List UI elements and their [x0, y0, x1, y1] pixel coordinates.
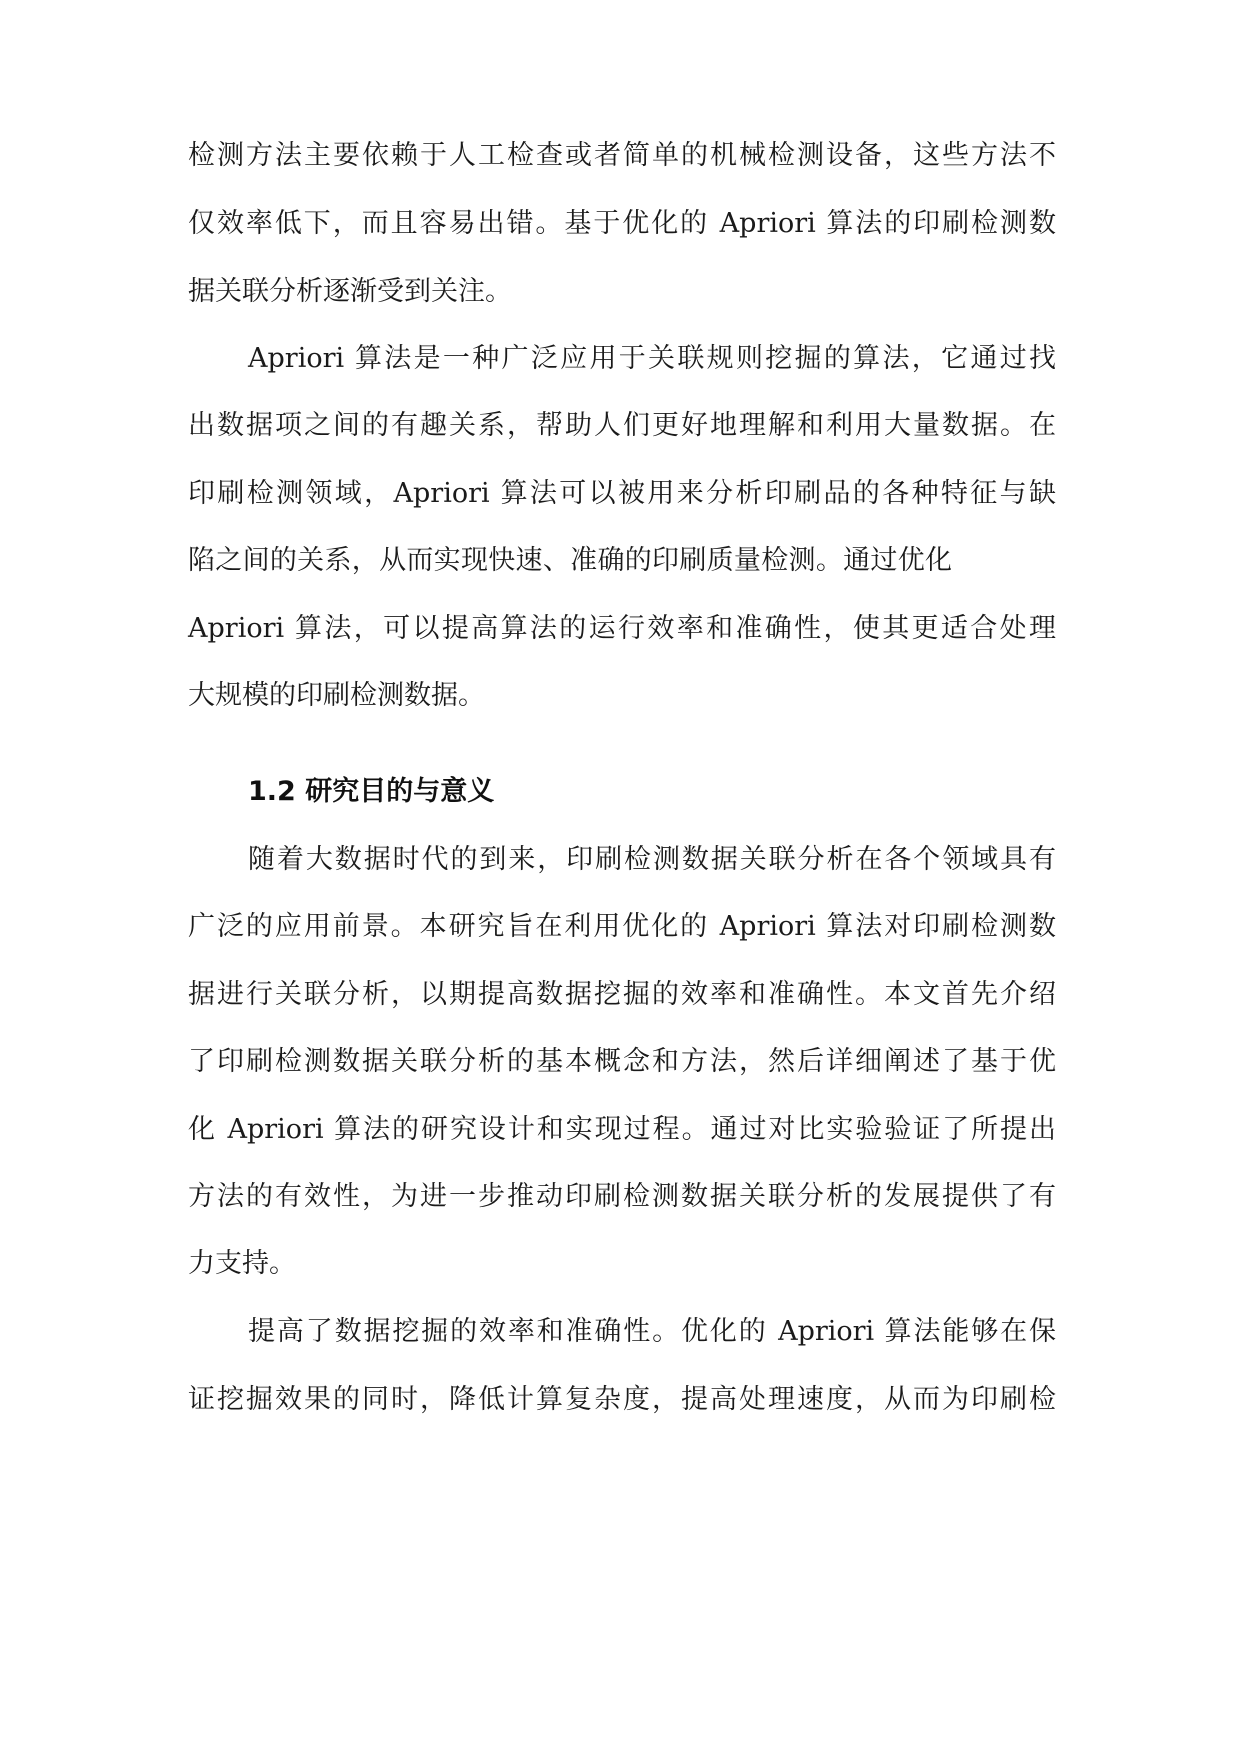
paragraph-3-line-1: 随着大数据时代的到来，印刷检测数据关联分析在各个领域具有 [248, 844, 1056, 875]
paragraph-3-line-5: 化 Apriori 算法的研究设计和实现过程。通过对比实验验证了所提出 [188, 1114, 1056, 1145]
paragraph-3-line-7: 力支持。 [188, 1248, 296, 1279]
paragraph-3-line-2: 广泛的应用前景。本研究旨在利用优化的 Apriori 算法对印刷检测数 [188, 911, 1056, 942]
paragraph-3-line-4: 了印刷检测数据关联分析的基本概念和方法，然后详细阐述了基于优 [188, 1046, 1056, 1077]
paragraph-1-line-3: 据关联分析逐渐受到关注。 [188, 276, 512, 307]
paragraph-2-line-4: 陷之间的关系，从而实现快速、准确的印刷质量检测。通过优化 [188, 545, 952, 576]
paragraph-4-line-1: 提高了数据挖掘的效率和准确性。优化的 Apriori 算法能够在保 [248, 1316, 1056, 1347]
paragraph-3-line-6: 方法的有效性，为进一步推动印刷检测数据关联分析的发展提供了有 [188, 1181, 1056, 1212]
paragraph-4-line-2: 证挖掘效果的同时，降低计算复杂度，提高处理速度，从而为印刷检 [188, 1384, 1056, 1415]
paragraph-1-line-1: 检测方法主要依赖于人工检查或者简单的机械检测设备，这些方法不 [188, 140, 1056, 171]
paragraph-3-line-3: 据进行关联分析，以期提高数据挖掘的效率和准确性。本文首先介绍 [188, 979, 1056, 1010]
section-heading: 1.2 研究目的与意义 [248, 776, 495, 807]
paragraph-2-line-1: Apriori 算法是一种广泛应用于关联规则挖掘的算法，它通过找 [248, 343, 1056, 374]
paragraph-2-line-6: 大规模的印刷检测数据。 [188, 680, 485, 711]
paragraph-2-line-2: 出数据项之间的有趣关系，帮助人们更好地理解和利用大量数据。在 [188, 410, 1056, 441]
paragraph-2-line-5: Apriori 算法，可以提高算法的运行效率和准确性，使其更适合处理 [188, 613, 1056, 644]
paragraph-1-line-2: 仅效率低下，而且容易出错。基于优化的 Apriori 算法的印刷检测数 [188, 208, 1056, 239]
paragraph-2-line-3: 印刷检测领域，Apriori 算法可以被用来分析印刷品的各种特征与缺 [188, 478, 1056, 509]
